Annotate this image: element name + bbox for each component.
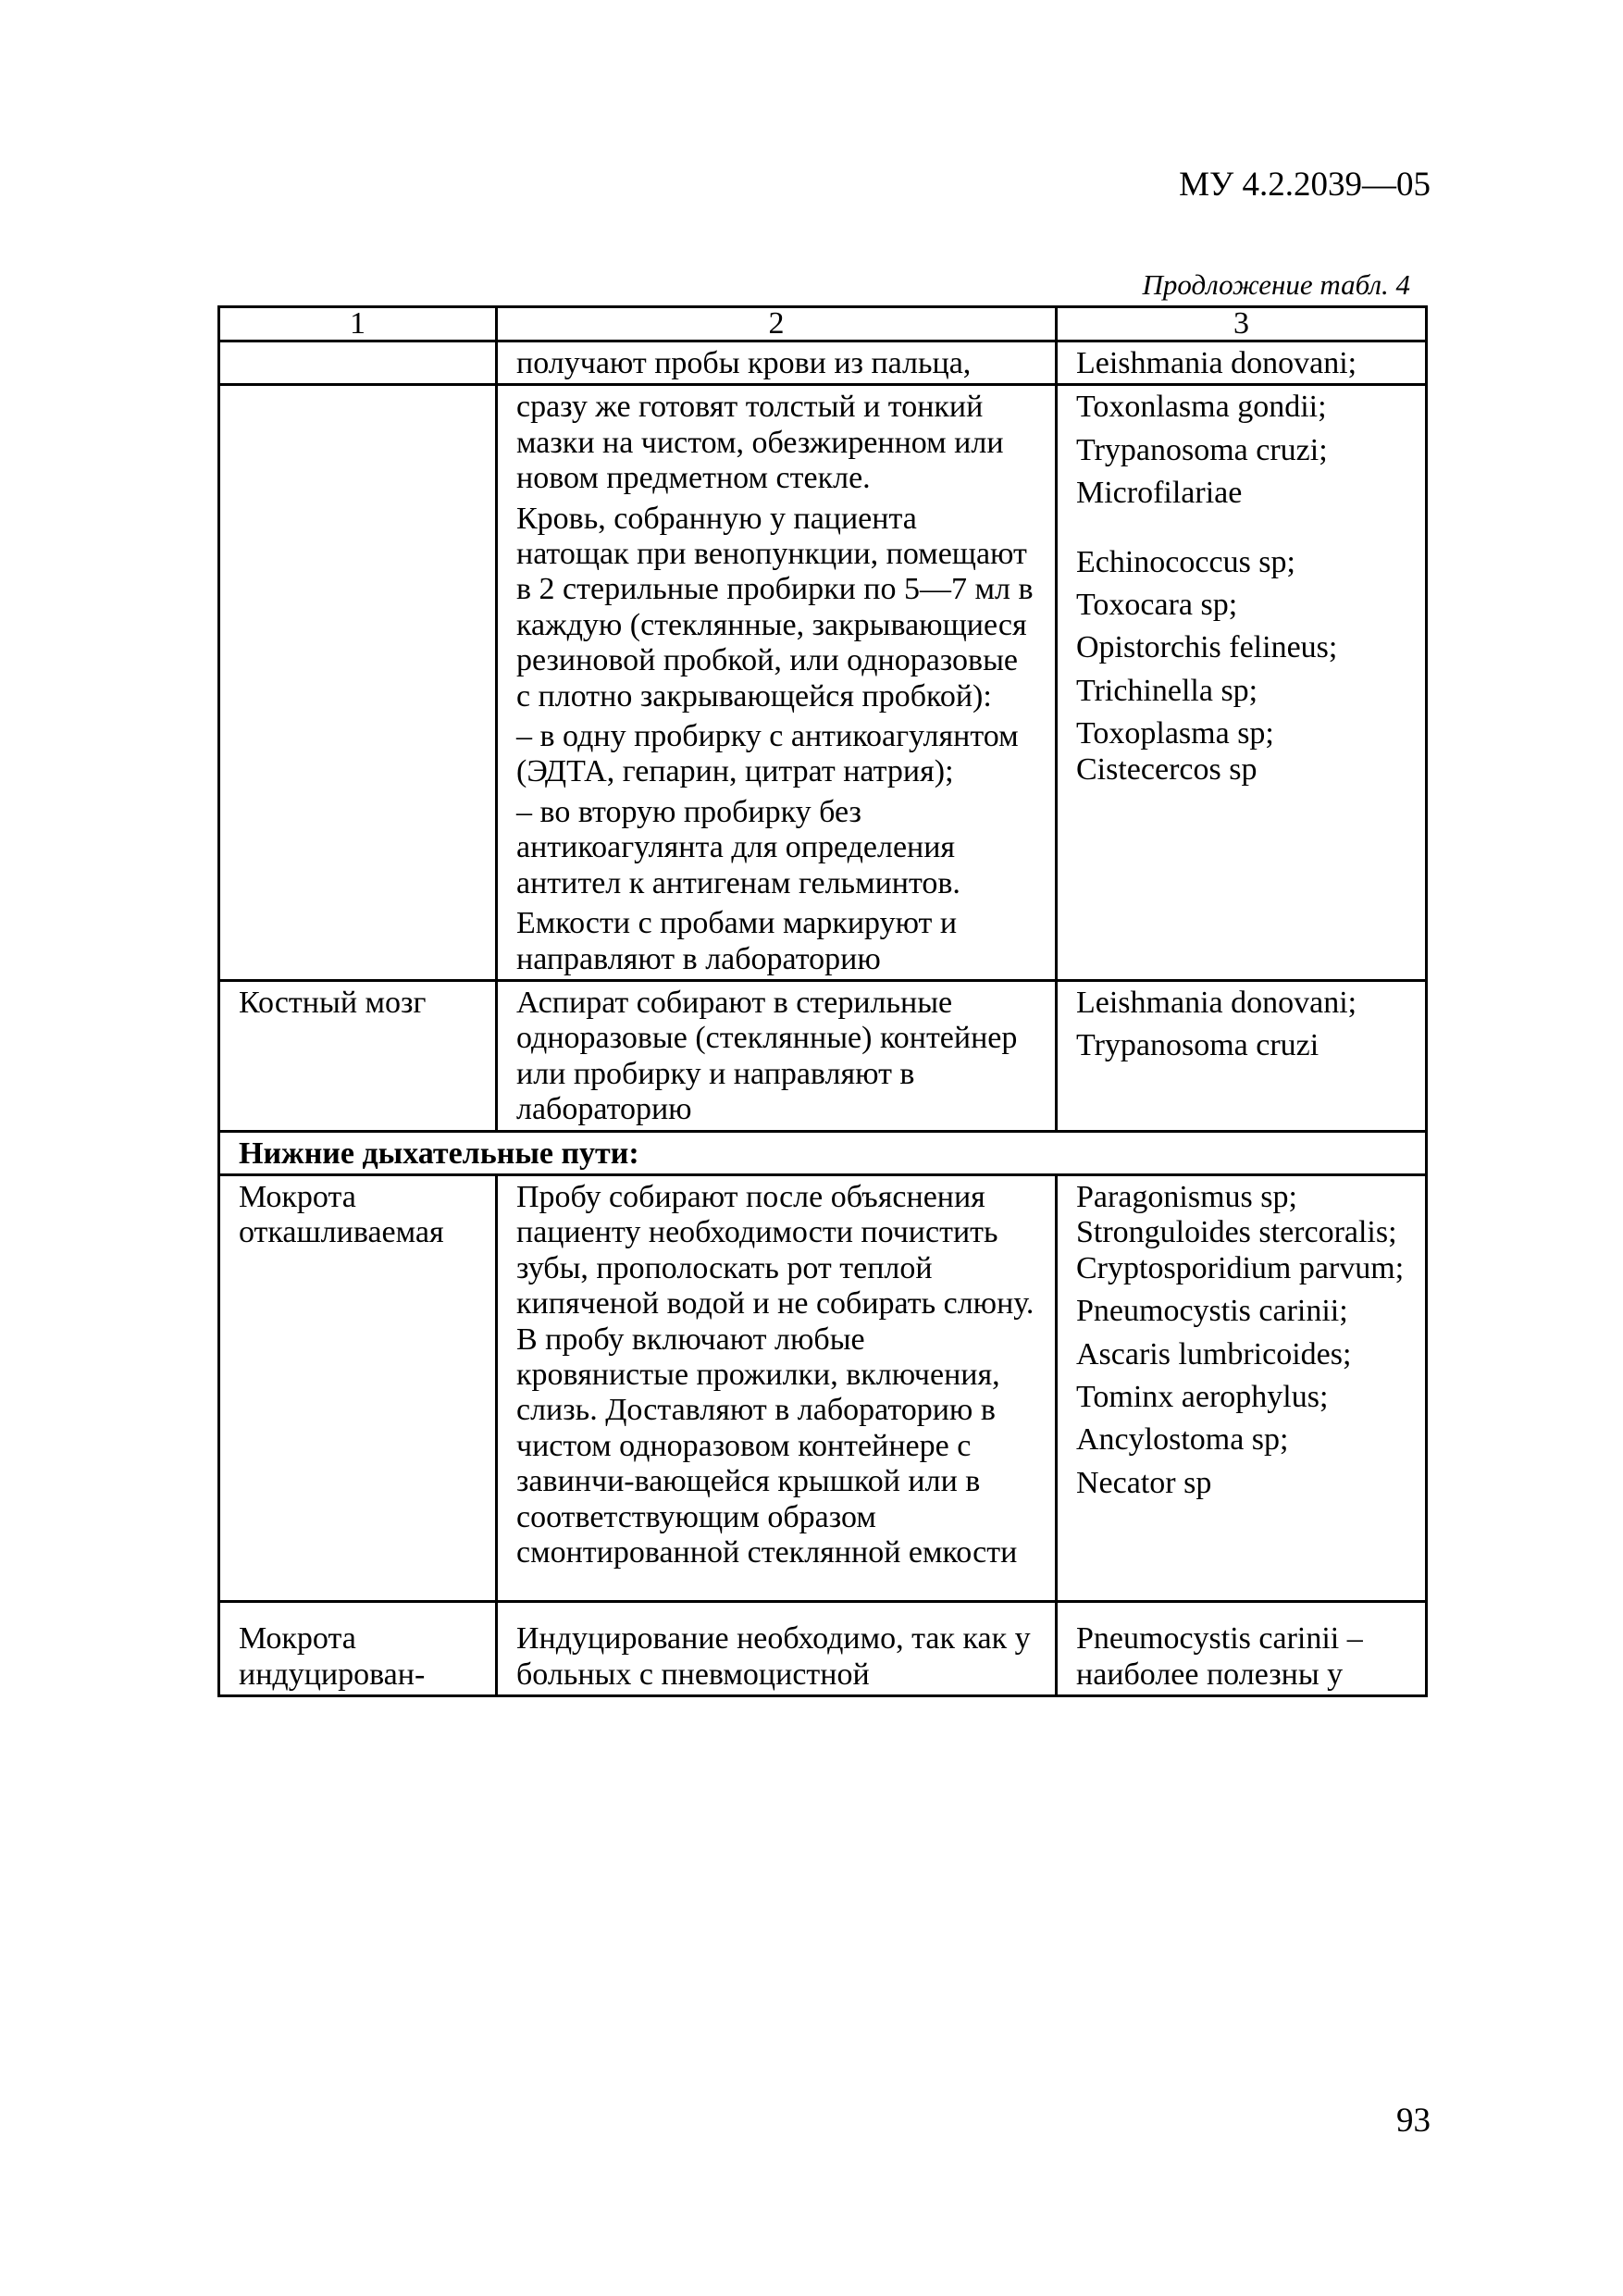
pathogen-item: Echinococcus sp; [1076, 544, 1295, 579]
procedure-paragraph: сразу же готовят толстый и тонкий мазки на чистом, обезжиренном или новом предметном стекле. [516, 390, 1004, 496]
page-number: 93 [1396, 2102, 1431, 2140]
pathogen-item: Toxonlasma gondii; [1076, 390, 1327, 425]
procedure-paragraph: Емкости с пробами маркируют и направляют в лабораторию [516, 906, 958, 976]
cell-specimen [219, 385, 497, 981]
document-code: МУ 4.2.2039—05 [1179, 166, 1431, 204]
procedure-list-item: – в одну пробирку с антикоагулянтом (ЭДТА, гепарин, цитрат натрия); [516, 719, 1019, 789]
cell-procedure: Индуцирование необходимо, так как у больных с пневмоцистной [497, 1602, 1057, 1696]
table-row-finger-blood [219, 341, 1427, 385]
table-section-row [219, 1131, 1427, 1174]
pathogen-item: Ancylostoma sp; [1076, 1422, 1289, 1458]
procedure-list-item: – во вторую пробирку без антикоагулянта для определения антител к антигенам гельминтов. [516, 794, 960, 900]
pathogen-item: Trypanosoma cruzi [1076, 1028, 1319, 1063]
pathogen-item: Trichinella sp; [1076, 673, 1258, 708]
procedure-paragraph: Кровь, собранную у пациента натощак при венопункции, помещают в 2 стерильные пробирки по 5—7 мл в каждую (стеклянные, закрывающиеся резиновой пробкой, или одноразовые с плотно закрывающейся пробкой): [516, 501, 1034, 714]
table-row-induced-sputum [219, 1602, 1427, 1696]
cell-pathogens [1057, 980, 1427, 1131]
pathogen-item: Cryptosporidium parvum; [1076, 1250, 1405, 1285]
pathogen-item: Cistecercos sp [1076, 751, 1258, 787]
pathogen-item: Toxoplasma sp; [1076, 716, 1274, 751]
pathogen-item: Necator sp [1076, 1465, 1212, 1500]
pathogen-item: Trypanosoma cruzi; [1076, 432, 1328, 467]
pathogen-item: Leishmania donovani; [1076, 985, 1357, 1020]
table-continuation-note: Продложение табл. 4 [1142, 268, 1410, 301]
table-row-sputum [219, 1174, 1427, 1601]
column-number-2: 2 [497, 307, 1057, 341]
cell-procedure: Аспират собирают в стерильные одноразовые (стеклянные) контейнер или пробирку и направляют в лабораторию [497, 980, 1057, 1131]
pathogen-item: Ascaris lumbricoides; [1076, 1336, 1352, 1371]
cell-pathogens: Pneumocystis carinii – наиболее полезны у [1057, 1602, 1427, 1696]
cell-specimen: Костный мозг [219, 980, 497, 1131]
cell-pathogens: Leishmania donovani; [1057, 341, 1427, 385]
pathogen-item: Pneumocystis carinii; [1076, 1294, 1348, 1329]
specimen-table [217, 305, 1428, 1697]
cell-procedure: Пробу собирают после объяснения пациенту необходимости почистить зубы, прополоскать рот теплой кипяченой водой и не собирать слюну. В пробу включают любые кровянистые прожилки, включения, слизь. Доставляют в лабораторию в чистом одноразовом контейнере с завинчи-вающейся крышкой или в соответствующим образом смонтированной стеклянной емкости [497, 1174, 1057, 1601]
table-row-blood [219, 385, 1427, 981]
cell-specimen: Мокрота индуцирован- [219, 1602, 497, 1696]
cell-pathogens [1057, 385, 1427, 981]
pathogen-item: Microfilariae [1076, 476, 1243, 511]
section-title: Нижние дыхательные пути: [219, 1131, 1427, 1174]
pathogen-item: Paragonismus sp; [1076, 1179, 1297, 1214]
column-number-1: 1 [219, 307, 497, 341]
pathogen-item: Toxocara sp; [1076, 588, 1238, 623]
pathogen-item: Stronguloides stercoralis; [1076, 1215, 1397, 1250]
column-number-3: 3 [1057, 307, 1427, 341]
cell-procedure [497, 385, 1057, 981]
cell-procedure: получают пробы крови из пальца, [497, 341, 1057, 385]
table-row-bone-marrow [219, 980, 1427, 1131]
cell-pathogens [1057, 1174, 1427, 1601]
table-header-row [219, 307, 1427, 341]
pathogen-item: Tominx aerophylus; [1076, 1379, 1329, 1414]
cell-specimen [219, 341, 497, 385]
pathogen-item: Opistorchis felineus; [1076, 630, 1338, 665]
cell-specimen: Мокрота откашливаемая [219, 1174, 497, 1601]
